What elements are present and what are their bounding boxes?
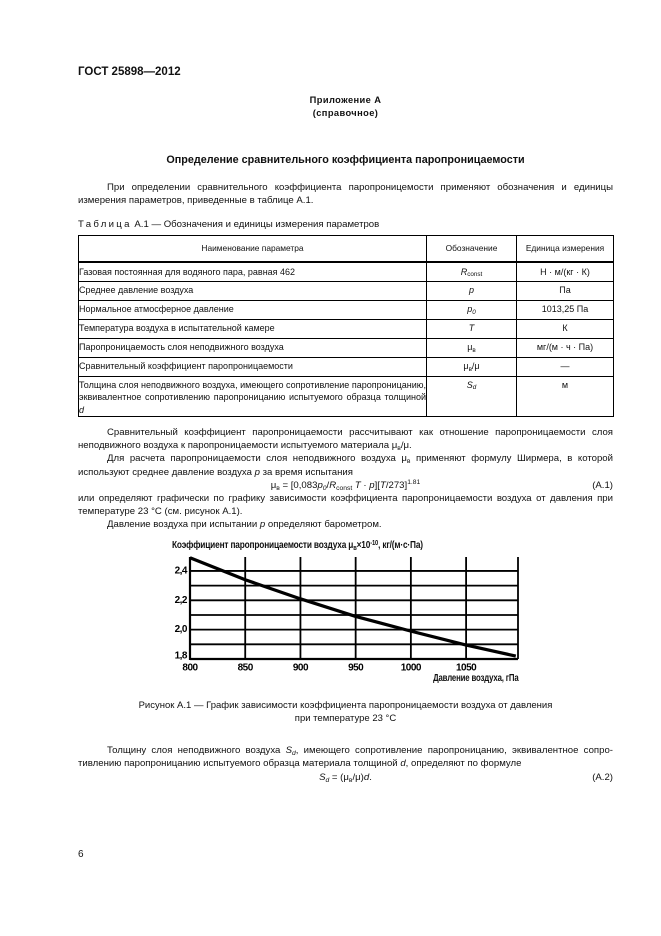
table-row	[79, 338, 614, 357]
pressure-coefficient-chart	[150, 535, 540, 690]
cell-parameter-name: Сравнительный коэффициент паропроницаемости	[79, 357, 427, 376]
x-tick-label: 900	[292, 662, 309, 674]
chart-title: Коэффициент паропроницаемости воздуха $\mu_в\times 10^{-10}$, кг/(м·с·Па)	[172, 539, 423, 553]
table-caption-text: А.1 — Обозначения и единицы измерения параметров	[131, 219, 380, 230]
section-title: Определение сравнительного коэффициента паропроницаемости	[166, 154, 525, 166]
thickness-text-block	[78, 744, 613, 784]
paragraph-ratio: Сравнительный коэффициент паропроницаемости рассчитывают как отношение паропроницаемости слоя неподвижного воздуха к паропроницаемости испытуемого материала $\mu_в/\mu$.	[78, 427, 613, 453]
table-row	[79, 357, 614, 376]
parameters-table	[78, 235, 614, 417]
appendix-title: Приложение А	[309, 95, 382, 105]
intro-paragraph	[78, 181, 613, 207]
y-tick-label: 2,0	[174, 624, 187, 636]
formula-a1: $\mu_в = [0,083p_0/R_{const}$ $T \cdot p][T/273]^{1.81}$	[270, 479, 421, 492]
figure-caption	[78, 700, 613, 725]
table-row	[79, 376, 614, 417]
cell-unit: м	[517, 376, 614, 417]
x-tick-label: 850	[237, 662, 253, 674]
table-row	[79, 319, 614, 338]
cell-symbol: $\mu_в$	[427, 338, 517, 357]
x-tick-label: 950	[348, 662, 364, 674]
formula-a1-line	[78, 479, 613, 492]
formula-a1-number: (А.1)	[592, 479, 613, 491]
x-tick-label: 1000	[400, 662, 422, 674]
table-row	[79, 300, 614, 319]
formula-a2-number: (А.2)	[592, 771, 613, 783]
cell-parameter-name: Паропроницаемость слоя неподвижного воздуха	[79, 338, 427, 357]
table-row	[79, 281, 614, 300]
cell-symbol: $S_d$	[427, 376, 517, 417]
cell-unit: К	[517, 319, 614, 338]
x-axis-title-text: Давление воздуха, гПа	[433, 673, 519, 684]
y-tick-label: 1,8	[174, 650, 187, 662]
cell-unit: 1013,25 Па	[517, 300, 614, 319]
body-text-block	[78, 426, 613, 532]
y-tick-label: 2,2	[174, 594, 187, 606]
cell-symbol: $p_0$	[427, 300, 517, 319]
cell-unit: Па	[517, 281, 614, 300]
appendix-subtitle: (справочное)	[312, 108, 379, 118]
cell-unit: —	[517, 357, 614, 376]
intro-paragraph-text: При определении сравнительного коэффициента паропроницемости применяют обозначения и единицы измерения параметров, приведенные в таблице А.1.	[78, 182, 613, 206]
paragraph-barometer: Давление воздуха при испытании p определяют барометром.	[107, 519, 382, 531]
cell-symbol: T	[427, 319, 517, 338]
column-header-symbol: Обозначение	[427, 236, 517, 263]
x-tick-label: 1050	[455, 662, 477, 674]
figure-caption-line2: при температуре 23 °С	[294, 712, 397, 724]
paragraph-graph: или определяют графически по графику зависимости коэффициента паропроницаемости воздуха от давления при температуре 23 °С (см. рисунок А.1).	[78, 493, 613, 518]
formula-a2: $S_d = (\mu_в/\mu)d$.	[319, 771, 372, 784]
x-tick-label: 800	[182, 662, 198, 674]
cell-parameter-name: Среднее давление воздуха	[79, 281, 427, 300]
column-header-name: Наименование параметра	[79, 236, 427, 263]
table-caption-label: Таблица	[78, 219, 132, 230]
cell-symbol: $R_{const}$	[427, 262, 517, 281]
cell-parameter-name: Толщина слоя неподвижного воздуха, имеющего сопротивление паропроницанию, эквивалентное сопротивлению паропроницанию испытуемого образца толщиной d	[79, 376, 427, 417]
cell-parameter-name: Нормальное атмосферное давление	[79, 300, 427, 319]
cell-parameter-name: Газовая постоянная для водяного пара, равная 462	[79, 262, 427, 281]
column-header-unit: Единица измерения	[517, 236, 614, 263]
figure-caption-line1: Рисунок А.1 — График зависимости коэффициента паропроницаемости воздуха от давления	[138, 700, 553, 711]
cell-symbol: $\mu_в/\mu$	[427, 357, 517, 376]
page-number: 6	[78, 849, 84, 860]
x-axis-title	[300, 673, 519, 685]
table-row	[79, 262, 614, 281]
cell-symbol: p	[427, 281, 517, 300]
cell-unit: Н · м/(кг · К)	[517, 262, 614, 281]
paragraph-thickness: Толщину слоя неподвижного воздуха $S_d$, имеющего сопротивление паропроницанию, эквивалентное сопротивлению паропроницанию испытуемого образца материала толщиной d, определяют по формуле	[78, 745, 613, 770]
y-tick-label: 2,4	[174, 565, 187, 577]
formula-a2-line	[78, 771, 613, 784]
document-id: ГОСТ 25898—2012	[78, 66, 181, 78]
table-header-row	[79, 236, 614, 263]
table-caption	[78, 218, 379, 231]
cell-unit: мг/(м · ч · Па)	[517, 338, 614, 357]
paragraph-schirmer: Для расчета паропроницаемости слоя неподвижного воздуха $\mu_в$ применяют формулу Ширмера, в которой используют среднее давление воздуха p за время испытания	[78, 453, 613, 478]
cell-parameter-name: Температура воздуха в испытательной камере	[79, 319, 427, 338]
